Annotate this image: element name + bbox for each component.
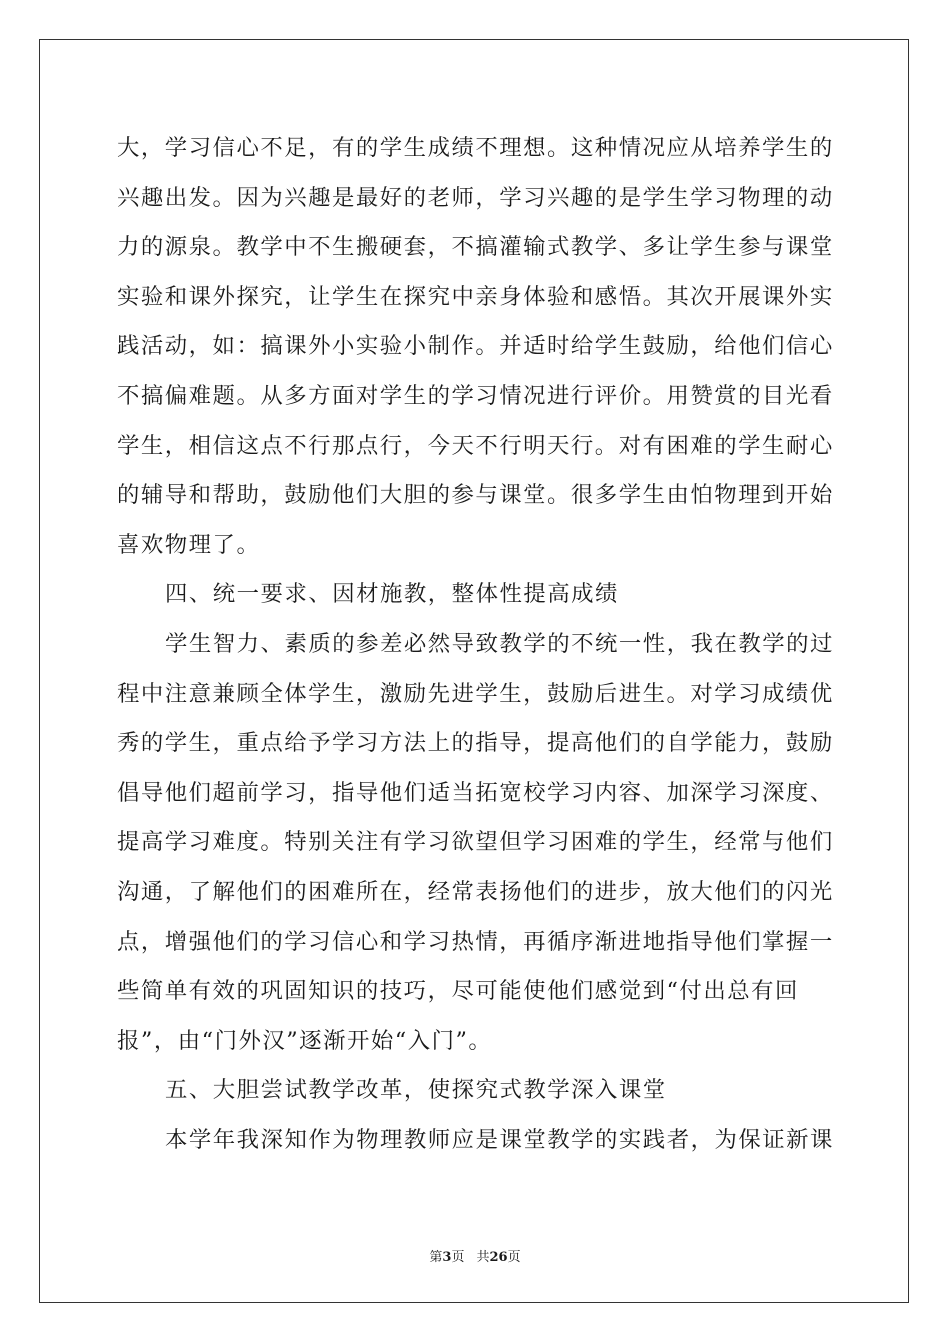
text-line: 兴趣出发。因为兴趣是最好的老师，学习兴趣的是学生学习物理的动 (117, 184, 834, 211)
text-line: 五、大胆尝试教学改革，使探究式教学深入课堂 (165, 1077, 667, 1104)
text-line: 学生，相信这点不行那点行，今天不行明天行。对有困难的学生耐心 (117, 432, 834, 459)
text-line: 学生智力、素质的参差必然导致教学的不统一性，我在教学的过 (165, 630, 834, 657)
text-line: 报”，由“门外汉”逐渐开始“入门”。 (117, 1027, 493, 1054)
text-line: 本学年我深知作为物理教师应是课堂教学的实践者，为保证新课 (165, 1126, 834, 1153)
footer-page-number: 3 (442, 1250, 452, 1265)
page-footer (0, 1246, 950, 1265)
text-line: 秀的学生，重点给予学习方法上的指导，提高他们的自学能力，鼓励 (117, 730, 834, 757)
footer-total-prefix: 共 (476, 1250, 490, 1265)
text-line: 些简单有效的巩固知识的技巧，尽可能使他们感觉到“付出总有回 (117, 978, 799, 1005)
footer-page-suffix: 页 (451, 1250, 465, 1265)
text-line: 不搞偏难题。从多方面对学生的学习情况进行评价。用赞赏的目光看 (117, 382, 834, 409)
text-line: 大，学习信心不足，有的学生成绩不理想。这种情况应从培养学生的 (117, 135, 834, 161)
document-body (117, 124, 832, 1165)
text-line: 沟通，了解他们的困难所在，经常表扬他们的进步，放大他们的闪光 (117, 878, 834, 905)
text-line: 点，增强他们的学习信心和学习热情，再循序渐进地指导他们掌握一 (117, 928, 834, 955)
text-line: 力的源泉。教学中不生搬硬套，不搞灌输式教学、多让学生参与课堂 (117, 234, 834, 261)
footer-page-prefix: 第 (429, 1250, 443, 1265)
text-line: 实验和课外探究，让学生在探究中亲身体验和感悟。其次开展课外实 (117, 283, 834, 310)
text-line: 提高学习难度。特别关注有学习欲望但学习困难的学生，经常与他们 (117, 829, 834, 856)
footer-total-suffix: 页 (507, 1250, 521, 1265)
text-line: 程中注意兼顾全体学生，激励先进学生，鼓励后进生。对学习成绩优 (117, 680, 834, 707)
text-line: 倡导他们超前学习，指导他们适当拓宽校学习内容、加深学习深度、 (117, 779, 834, 806)
footer-total-pages: 26 (489, 1250, 508, 1265)
text-line: 的辅导和帮助，鼓励他们大胆的参与课堂。很多学生由怕物理到开始 (117, 482, 834, 509)
text-line: 喜欢物理了。 (117, 531, 261, 558)
text-line: 践活动，如：搞课外小实验小制作。并适时给学生鼓励，给他们信心 (117, 333, 834, 360)
text-line: 四、统一要求、因材施教，整体性提高成绩 (165, 581, 619, 608)
